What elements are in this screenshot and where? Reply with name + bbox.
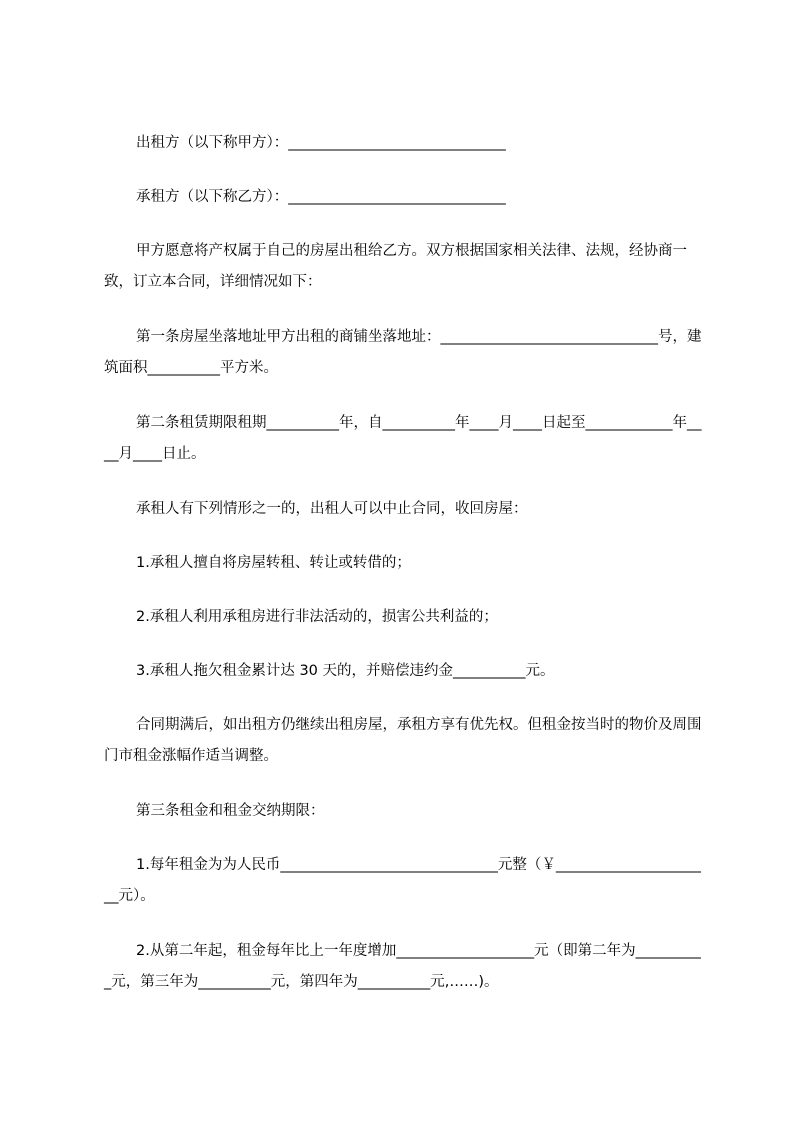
- article-1-paragraph: 第一条房屋坐落地址甲方出租的商铺坐落地址：______________________________号，建筑面积__________平方米。: [104, 329, 702, 376]
- termination-item-3: 3.承租人拖欠租金累计达 30 天的，并赔偿违约金__________元。: [136, 663, 555, 679]
- rent-item-2: 2.从第二年起，租金每年比上一年度增加___________________元（即第二年为__________元，第三年为__________元，第四年为__________元,……)。: [104, 943, 701, 990]
- article-3-title: 第三条租金和租金交纳期限：: [136, 803, 325, 819]
- lessor-line: 出租方（以下称甲方）：______________________________: [136, 135, 506, 151]
- termination-intro: 承租人有下列情形之一的，出租人可以中止合同，收回房屋：: [136, 501, 528, 517]
- rent-item-1: 1.每年租金为为人民币______________________________元整（￥______________________元）。: [104, 857, 701, 904]
- lessee-line: 承租方（以下称乙方）：______________________________: [136, 189, 506, 205]
- termination-item-1: 1.承租人擅自将房屋转租、转让或转借的；: [136, 555, 411, 571]
- article-2-paragraph: 第二条租赁期限租期__________年，自__________年____月____日起至____________年____月____日止。: [104, 415, 702, 462]
- intro-paragraph: 甲方愿意将产权属于自己的房屋出租给乙方。双方根据国家相关法律、法规，经协商一致，订立本合同，详细情况如下：: [104, 243, 687, 290]
- renewal-paragraph: 合同期满后，如出租方仍继续出租房屋，承租方享有优先权。但租金按当时的物价及周围门市租金涨幅作适当调整。: [104, 717, 702, 764]
- termination-item-2: 2.承租人利用承租房进行非法活动的，损害公共利益的；: [136, 609, 498, 625]
